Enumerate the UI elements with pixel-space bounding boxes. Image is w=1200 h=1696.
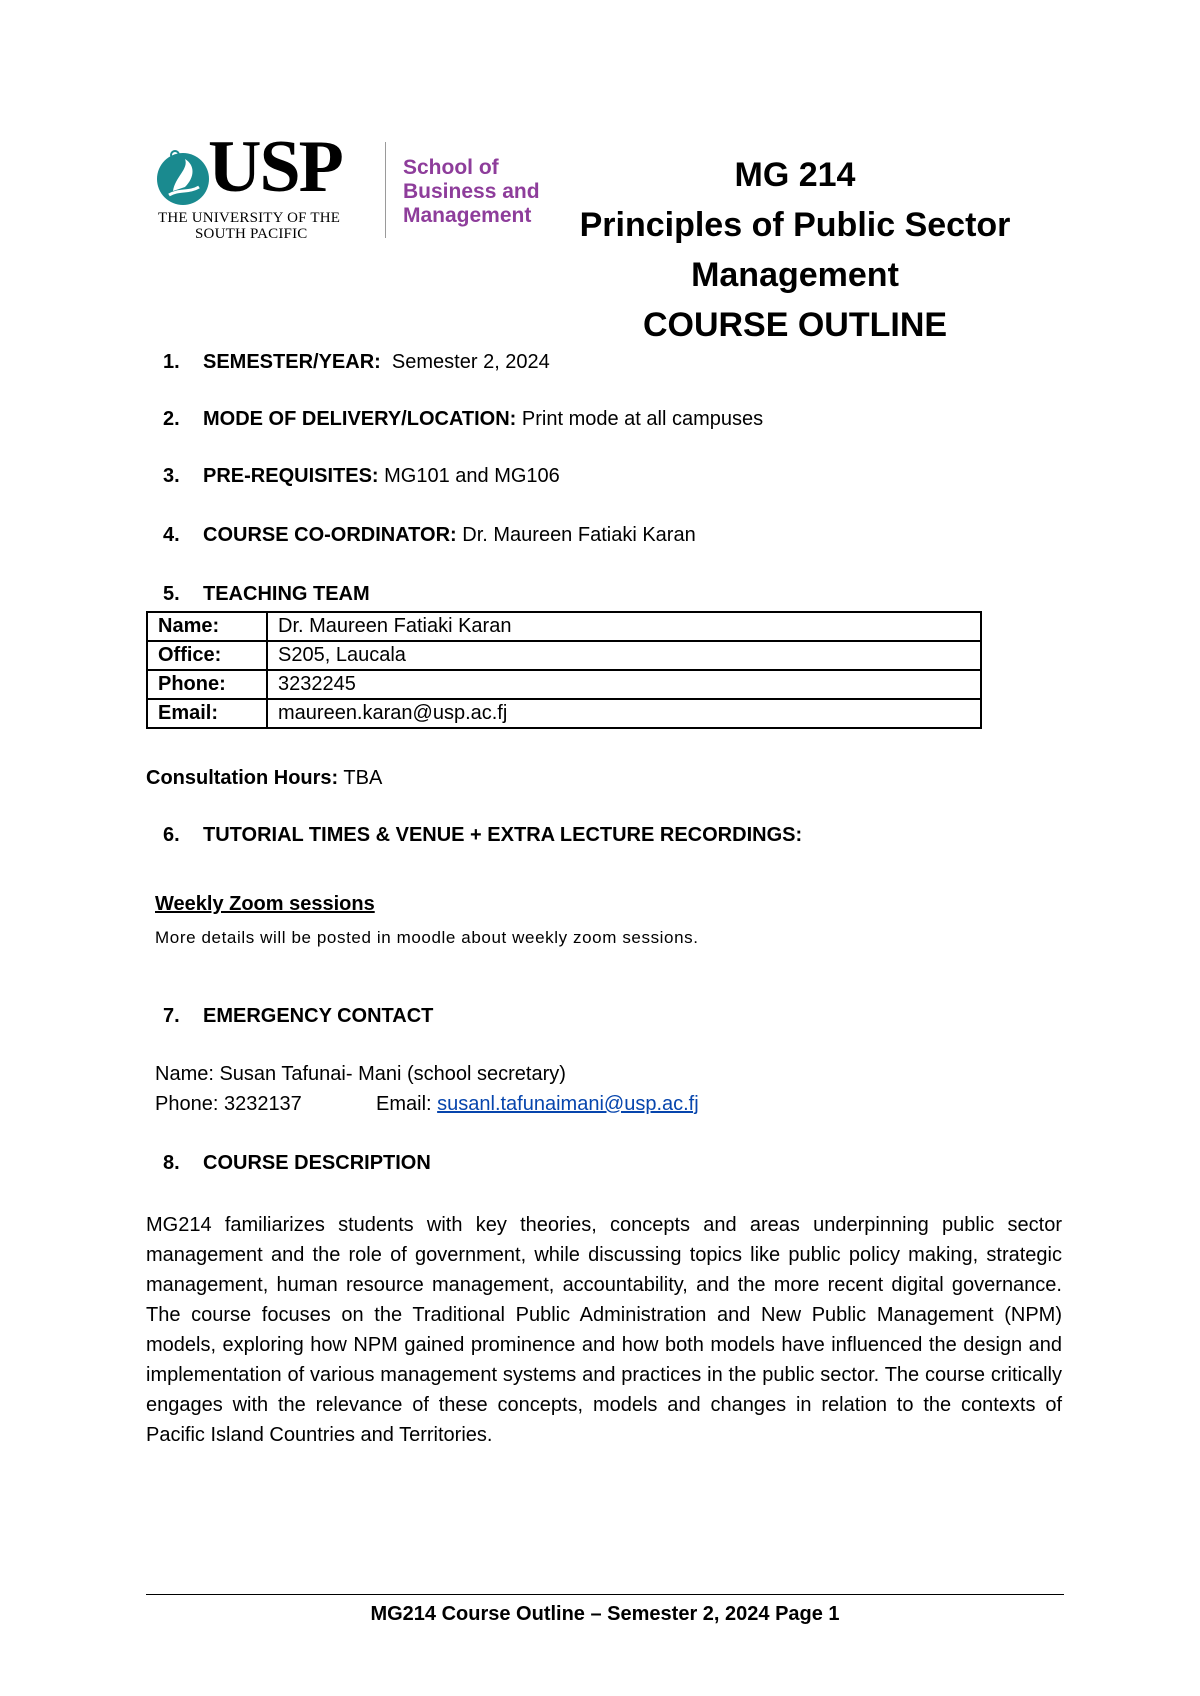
item-emergency-contact [163,1005,433,1028]
item-value: Semester 2, 2024 [380,351,550,373]
table-key: Name: [147,612,267,641]
footer-divider [146,1594,1064,1595]
table-key: Email: [147,699,267,728]
table-row [147,670,981,699]
item-label: EMERGENCY CONTACT [203,1005,434,1027]
emergency-name: Name: Susan Tafunai- Mani (school secretary) [155,1063,566,1085]
table-value: Dr. Maureen Fatiaki Karan [267,612,981,641]
item-number: 4. [163,524,180,546]
table-row [147,699,981,728]
emergency-phone: Phone: 3232137 [155,1093,302,1115]
item-label: SEMESTER/YEAR: [203,351,381,373]
item-prerequisites [163,465,560,488]
item-number: 3. [163,465,180,487]
item-tutorial-times [163,824,802,847]
emergency-email-label: Email: [376,1093,438,1115]
zoom-sessions-text: More details will be posted in moodle about weekly zoom sessions. [155,928,699,947]
item-number: 2. [163,408,180,430]
table-value[interactable]: maureen.karan@usp.ac.fj [267,699,981,728]
item-number: 5. [163,583,180,605]
item-coordinator [163,524,696,547]
item-number: 1. [163,351,180,373]
item-number: 6. [163,824,180,846]
item-label: COURSE CO-ORDINATOR: [203,524,457,546]
logo-school-name [403,156,540,228]
school-line2: Business and [403,180,540,203]
table-key: Phone: [147,670,267,699]
item-teaching-team [163,583,370,606]
logo-usp-text: USP [208,126,342,208]
item-label: MODE OF DELIVERY/LOCATION: [203,408,517,430]
school-line3: Management [403,204,532,227]
usp-logo [155,126,565,242]
item-label: TEACHING TEAM [203,583,370,605]
page-footer: MG214 Course Outline – Semester 2, 2024 Page 1 [370,1603,840,1625]
zoom-sessions-heading: Weekly Zoom sessions [155,893,375,915]
table-value: S205, Laucala [267,641,981,670]
item-semester [163,351,550,374]
logo-divider [385,142,386,238]
item-course-description [163,1152,431,1175]
item-value: MG101 and MG106 [378,465,560,487]
usp-emblem-icon [155,147,211,207]
table-key: Office: [147,641,267,670]
course-outline-heading: COURSE OUTLINE [642,306,948,344]
table-row [147,612,981,641]
course-title-line2: Management [691,256,899,294]
item-delivery [163,408,763,431]
item-value: Print mode at all campuses [516,408,764,430]
teaching-team-table [146,611,982,729]
item-number: 7. [163,1005,180,1027]
emergency-email-link[interactable]: susanl.tafunaimani@usp.ac.fj [437,1093,699,1115]
consultation-label: Consultation Hours: [146,767,339,789]
course-title-block [560,150,1030,350]
item-label: COURSE DESCRIPTION [203,1152,431,1174]
emergency-phone-email [155,1093,699,1116]
table-row [147,641,981,670]
logo-university-line2: SOUTH PACIFIC [195,226,308,242]
consultation-value: TBA [338,767,383,789]
logo-university-line1: THE UNIVERSITY OF THE [158,210,341,226]
item-value: Dr. Maureen Fatiaki Karan [456,524,696,546]
item-label: TUTORIAL TIMES & VENUE + EXTRA LECTURE RECORDINGS: [203,824,803,846]
school-line1: School of [403,156,499,179]
course-title-line1: Principles of Public Sector [579,206,1011,244]
table-value: 3232245 [267,670,981,699]
item-number: 8. [163,1152,180,1174]
item-label: PRE-REQUISITES: [203,465,379,487]
course-code: MG 214 [734,156,856,194]
course-description-text: MG214 familiarizes students with key theories, concepts and areas underpinning public sector management and the role of government, while discussing topics like public policy making, strategic management, human resource management, accountability, and the more recent digital governance. The course focuses on the Traditional Public Administration and New Public Management (NPM) models, exploring how NPM gained prominence and how both models have influenced the design and implementation of various management systems and practices in the public sector. The course critically engages with the relevance of these concepts, models and changes in relation to the contexts of Pacific Island Countries and Territories. [146,1214,1062,1446]
consultation-hours [146,767,382,790]
